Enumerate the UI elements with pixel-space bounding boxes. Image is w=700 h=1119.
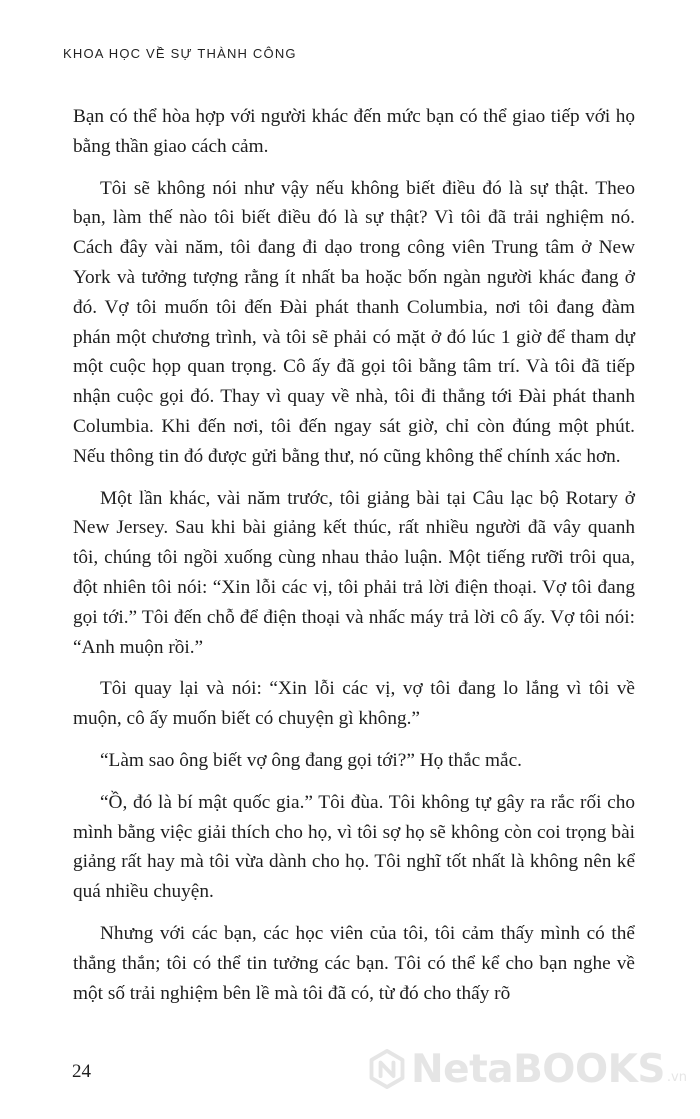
paragraph: “Ồ, đó là bí mật quốc gia.” Tôi đùa. Tôi không tự gây ra rắc rối cho mình bằng việc giải thích cho họ, vì tôi sợ họ sẽ không còn coi trọng bài giảng rất hay mà tôi vừa dành cho họ. Tôi nghĩ tốt nhất là không nên kể quá nhiều chuyện.	[73, 791, 635, 903]
paragraph: Nhưng với các bạn, các học viên của tôi, tôi cảm thấy mình có thể thẳng thắn; tôi có thể tin tưởng các bạn. Tôi có thể kể cho bạn nghe về một số trải nghiệm bên lề mà tôi đã có, từ đó cho thấy rõ	[73, 922, 635, 1004]
watermark	[367, 1036, 687, 1102]
neta-hexagon-logo-icon	[367, 1038, 407, 1100]
page-number: 24	[72, 1061, 91, 1082]
paragraph: Tôi quay lại và nói: “Xin lỗi các vị, vợ tôi đang lo lắng vì tôi về muộn, cô ấy muốn biết có chuyện gì không.”	[73, 678, 635, 730]
paragraph: Tôi sẽ không nói như vậy nếu không biết điều đó là sự thật. Theo bạn, làm thế nào tôi biết điều đó là sự thật? Vì tôi đã trải nghiệm nó. Cách đây vài năm, tôi đang đi dạo trong công viên Trung tâm ở New York và tưởng tượng rằng ít nhất ba hoặc bốn ngàn người khác đang ở đó. Vợ tôi muốn tôi đến Đài phát thanh Columbia, nơi tôi đang đàm phán một chương trình, và tôi sẽ phải có mặt ở đó lúc 1 giờ để tham dự một cuộc họp quan trọng. Cô ấy đã gọi tôi bằng tâm trí. Và tôi đã tiếp nhận cuộc gọi đó. Thay vì quay về nhà, tôi đi thẳng tới Đài phát thanh Columbia. Khi đến nơi, tôi đến ngay sát giờ, chỉ còn đúng một phút. Nếu thông tin đó được gửi bằng thư, nó cũng không thể chính xác hơn.	[73, 177, 635, 467]
paragraph: “Làm sao ông biết vợ ông đang gọi tới?” Họ thắc mắc.	[100, 749, 522, 771]
paragraph: Một lần khác, vài năm trước, tôi giảng bài tại Câu lạc bộ Rotary ở New Jersey. Sau khi bài giảng kết thúc, rất nhiều người đã vây quanh tôi, chúng tôi ngồi xuống cùng nhau thảo luận. Một tiếng rưỡi trôi qua, đột nhiên tôi nói: “Xin lỗi các vị, tôi phải trả lời điện thoại. Vợ tôi đang gọi tới.” Tôi đến chỗ để điện thoại và nhấc máy trả lời cô ấy. Vợ tôi nói: “Anh muộn rồi.”	[73, 487, 635, 658]
watermark-suffix: .vn	[666, 1069, 687, 1085]
watermark-brand: NetaBOOKS	[411, 1046, 665, 1092]
page-body	[73, 102, 635, 1020]
running-header: KHOA HỌC VỀ SỰ THÀNH CÔNG	[63, 46, 297, 61]
paragraph: Bạn có thể hòa hợp với người khác đến mức bạn có thể giao tiếp với họ bằng thần giao cách cảm.	[73, 106, 635, 157]
